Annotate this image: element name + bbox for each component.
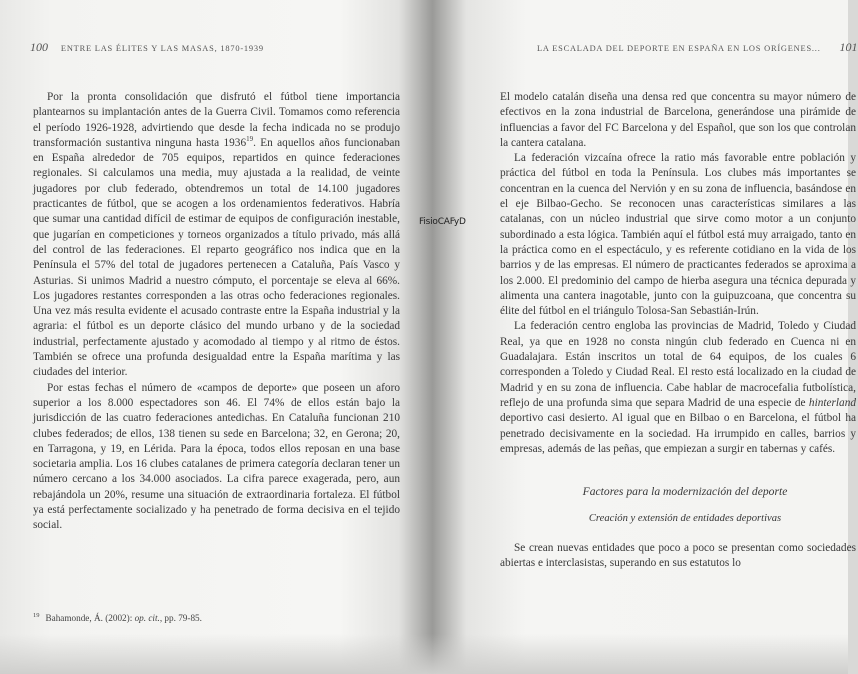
right-running-head [537, 40, 858, 55]
left-paragraph-1: Por la pronta consolidación que disfrutó el fútbol tiene importancia plantearnos su implantación antes de la Guerra Civil. Tomamos como referencia el período 1926-1928, advirtiendo que desde la fecha indicada no se produjo transformación sustantiva ninguna hasta 1936$^{19}$. En aquellos años funcionaban en España alrededor de 705 equipos, repartidos en quince federaciones regionales. Si calculamos una media, muy ajustada a la realidad, de veinte jugadores por club federado, obtendremos un total de 14.100 jugadores practicantes de fútbol, que se acogen a los ordenamientos federativos. Habría que sumar una cantidad difícil de estimar de equipos de configuración inestable, que jugarían en competiciones y torneos organizados a título privado, más allá del control de las federaciones. El reparto geográfico nos indica que en la Península el 57% del total de jugadores pertenecen a Cataluña, País Vasco y Asturias. Si unimos Madrid a nuestro cómputo, el porcentaje se eleva al 66%. Los jugadores restantes corresponden a las otras ocho federaciones regionales. Una vez más resulta evidente el acusado contraste entre la España industrial y la agraria: el fútbol es un deporte clásico del mundo urbano y de la sociedad industrial, perfectamente ajustado y acomodado al tiempo y al ritmo de éstos. También se ofrece una profunda desigualdad entre la España marítima y las ciudades del interior. [33, 91, 401, 379]
right-paragraph-2: La federación vizcaína ofrece la ratio más favorable entre población y práctica del fútbol en toda la Península. Los clubes más importantes se concentran en la cuenca del Nervión y en su zona de influencia, basándose en el eje Bilbao-Gecho. Se reconocen unas características similares a las catalanas, con un núcleo industrial que sirve como motor a un conjunto subordinado a esta lógica. También aquí el fútbol está muy arraigado, tanto en la práctica como en el espectáculo, y es referente cotidiano en la vida de los barrios y de las empresas. El número de practicantes federados se aproxima a los 2.000. El predominio del campo de hierba asegura una técnica depurada y alimenta una cantera inagotable, junto con la guipuzcoana, que concentra su élite del fútbol en el triángulo Tolosa-San Sebastián-Irún. [500, 152, 856, 318]
right-page [500, 0, 858, 674]
footnote-reference: 19 [246, 135, 254, 144]
right-page-number: 101 [839, 40, 858, 54]
left-running-title: ENTRE LAS ÉLITES Y LAS MASAS, 1870-1939 [60, 44, 264, 53]
footnote-ref: op. cit. [134, 613, 160, 624]
watermark-label: FisioCAFyD [419, 217, 466, 227]
footnote [33, 612, 400, 623]
footnote-author: Bahamonde, Á. (2002): [45, 613, 135, 624]
left-paragraph-2: Por estas fechas el número de «campos de deporte» que poseen un aforo superior a los 8.000 espectadores son 46. El 74% de ellos están bajo la jurisdicción de las cuatro federaciones antedichas. En Cataluña funcionan 210 clubes federados; de ellos, 138 tienen su sede en Barcelona; 32, en Gerona; 20, en Tarragona, y 19, en Lérida. Para la época, todos ellos reposan en una base societaria amplia. Los 16 clubes catalanes de primera categoría declaran tener un número cercano a los 34.000 asociados. La cifra parece exagerada, pero, aun rebajándola un 20%, resume una situación de extraordinaria fortaleza. El fútbol ya está perfectamente socializado y ha penetrado de forma decisiva en el tejido social. [33, 381, 400, 532]
right-paragraph-4: Se crean nuevas entidades que poco a poco se presentan como sociedades abiertas e interclasistas, superando en sus estatutos lo [500, 541, 856, 570]
subsection-heading: Creación y extensión de entidades deportivas [588, 513, 782, 525]
right-paragraph-3: La federación centro engloba las provincias de Madrid, Toledo y Ciudad Real, ya que en 1928 no consta ningún club federado en Cuenca ni en Guadalajara. Están inscritos un total de 64 equipos, de los cuales 6 corresponden a Toledo y Ciudad Real. El resto está localizado en la ciudad de Madrid y en su zona de influencia. Cabe hablar de macrocefalia futbolística, reflejo de una profunda sima que separa Madrid de una especie de hinterland deportivo casi desierto. Al igual que en Bilbao o en Barcelona, el fútbol ha penetrado decisivamente en la sociedad. Ha irrumpido en calles, barrios y empresas, además de las peñas, que empiezan a surgir en tabernas y cafés. [500, 320, 856, 455]
footnote-pages: , pp. 79-85. [159, 613, 202, 624]
right-paragraph-1: El modelo catalán diseña una densa red que concentra su mayor número de efectivos en la zona industrial de Barcelona, generándose una pirámide de influencias a favor del FC Barcelona y del Español, que son los que controlan la cantera catalana. [500, 91, 856, 149]
footnote-mark: 19 [33, 612, 40, 619]
left-page-number: 100 [30, 40, 48, 54]
left-running-head [30, 40, 264, 55]
section-heading: Factores para la modernización del deporte [582, 485, 788, 499]
right-body-text [500, 90, 856, 571]
left-body-text [33, 90, 400, 534]
left-page [30, 0, 402, 674]
right-running-title: LA ESCALADA DEL DEPORTE EN ESPAÑA EN LOS ORÍGENES... [537, 44, 821, 53]
